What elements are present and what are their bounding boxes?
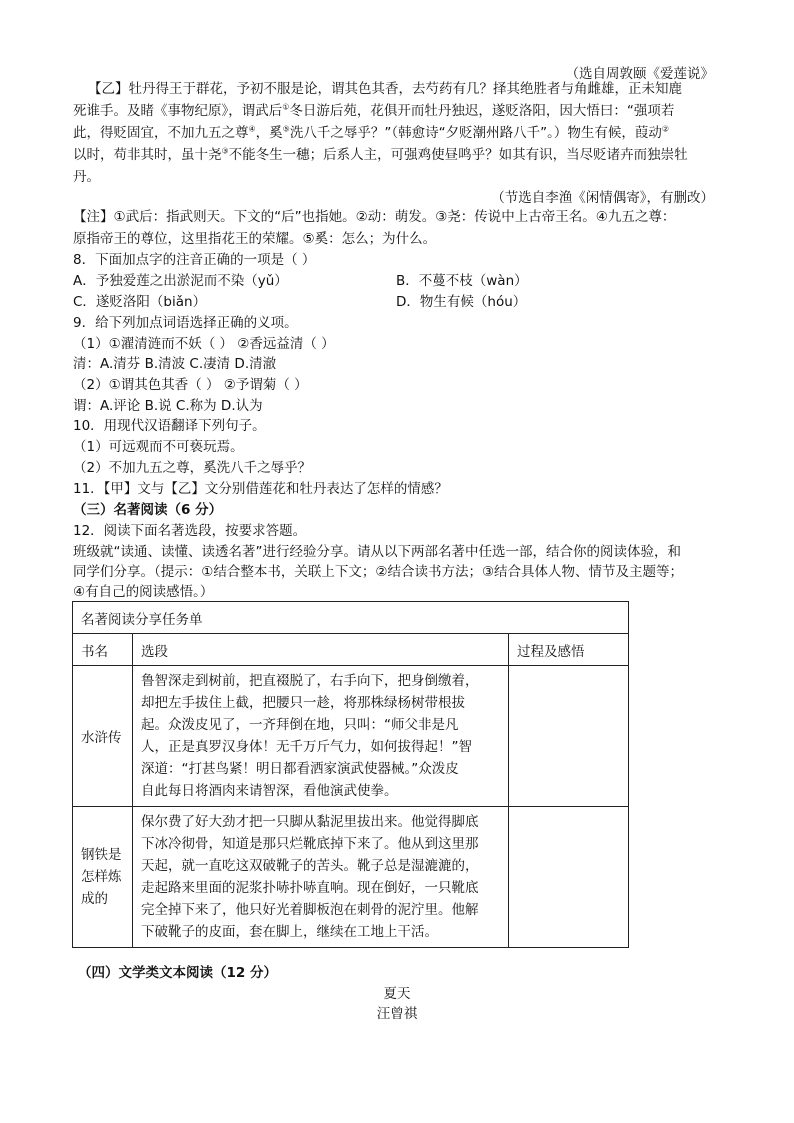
header-process: 过程及感悟 — [509, 634, 629, 666]
excerpt-line: 保尔费了好大劲才把一只脚从黏泥里拔出来。他觉得脚底 — [141, 814, 479, 830]
passage-yi-line-3: 此，得贬固宜，不加九五之尊④，奚⑤洗八千之辱乎？”（韩愈诗“夕贬潮州路八千”。）物生有候，葭动② — [73, 124, 669, 141]
process-cell-shuihu[interactable] — [509, 666, 629, 807]
passage-yi-line-5: 丹。 — [73, 169, 100, 185]
excerpt-line: 天起，就一直吃这双破靴子的苦头。靴子总是湿漉漉的， — [141, 858, 479, 874]
question-12: 12．阅读下面名著选段，按要求答题。 — [73, 523, 307, 539]
header-book: 书名 — [73, 634, 133, 666]
book-name-line: 成的 — [81, 891, 108, 907]
q9-part-2: （2）①谓其色其香（ ） ②予谓菊（ ） — [73, 377, 308, 393]
process-cell-gangtie[interactable] — [509, 807, 629, 948]
q8-option-d: D．物生有候（hóu） — [396, 294, 527, 310]
q9-part-1: （1）①濯清涟而不妖（ ） ②香远益清（ ） — [73, 336, 335, 352]
q12-desc-line-2: 同学们分享。（提示：①结合整本书，关联上下文；②结合读书方法；③结合具体人物、情节及主题等； — [73, 564, 684, 580]
excerpt-line: 起。众泼皮见了，一齐拜倒在地，只叫：“师父非是凡 — [141, 717, 459, 733]
question-9: 9．给下列加点词语选择正确的义项。 — [73, 315, 298, 331]
excerpt-line: 深道：“打甚鸟紧！明日都看洒家演武使器械。”众泼皮 — [141, 761, 459, 777]
q10-part-1: （1）可远观而不可亵玩焉。 — [73, 439, 244, 455]
section-3-heading: （三）名著阅读（6 分） — [73, 502, 223, 518]
excerpt-shuihu — [133, 666, 509, 807]
question-11: 11．【甲】文与【乙】文分别借莲花和牡丹表达了怎样的情感？ — [73, 481, 448, 497]
excerpt-line: 却把左手拔住上截，把腰只一趁，将那株绿杨树带根拔 — [141, 695, 465, 711]
q8-option-c: C．遂贬洛阳（biǎn） — [73, 294, 207, 310]
reading-task-table — [72, 601, 629, 948]
section-4-heading: （四）文学类文本阅读（12 分） — [78, 965, 277, 981]
book-name-shuihu — [73, 666, 133, 807]
table-title: 名著阅读分享任务单 — [73, 602, 629, 634]
excerpt-line: 自此每日将酒肉来请智深，看他演武使拳。 — [141, 783, 398, 799]
excerpt-line: 下冰冷彻骨，知道是那只烂靴底掉下来了。他从到这里那 — [141, 836, 479, 852]
book-name-line: 怎样炼 — [81, 869, 122, 885]
question-8: 8．下面加点字的注音正确的一项是（ ） — [73, 252, 316, 268]
article-title: 夏天 — [383, 986, 411, 1002]
notes-line-1: 【注】①武后：指武则天。下文的“后”也指她。②动：萌发。③尧：传说中上古帝王名。④九五之尊： — [73, 209, 676, 225]
passage-yi-line-1: 【乙】牡丹得王于群花，予初不服是论，谓其色其香，去芍药有几？择其绝胜者与角雌雄，正未知鹿 — [88, 81, 682, 97]
article-author: 汪曾祺 — [376, 1006, 418, 1022]
q12-desc-line-1: 班级就“读通、读懂、读透名著”进行经验分享。请从以下两部名著中任选一部，结合你的阅读体验，和 — [73, 544, 681, 560]
q10-part-2: （2）不加九五之尊，奚洗八千之辱乎？ — [73, 460, 312, 476]
q12-desc-line-3: ④有自己的阅读感悟。） — [73, 584, 214, 600]
excerpt-line: 走起路来里面的泥浆扑哧扑哧直响。现在倒好，一只靴底 — [141, 880, 479, 896]
book-name-line: 钢铁是 — [81, 847, 122, 863]
header-excerpt: 选段 — [133, 634, 509, 666]
question-10: 10．用现代汉语翻译下列句子。 — [73, 418, 266, 434]
passage-yi-line-2: 死谁手。及睹《事物纪原》，谓武后①冬日游后苑，花俱开而牡丹独迟，遂贬洛阳，因大悟曰：“强项若 — [73, 102, 675, 119]
source-citation-yi: （节选自李渔《闲情偶寄》，有删改） — [491, 190, 714, 206]
source-citation-jia: （选自周敦颐《爱莲说》 — [565, 66, 714, 82]
book-name-line: 水浒传 — [81, 730, 122, 746]
notes-line-2: 原指帝王的尊位，这里指花王的荣耀。⑤奚：怎么；为什么。 — [73, 231, 437, 247]
q9-part-2-options: 谓：A.评论 B.说 C.称为 D.认为 — [73, 398, 263, 414]
q9-part-1-options: 清：A.清芬 B.清波 C.凄清 D.清澈 — [73, 356, 277, 372]
excerpt-line: 鲁智深走到树前，把直裰脱了，右手向下，把身倒缴着， — [141, 673, 479, 689]
q8-option-b: B．不蔓不枝（wàn） — [396, 273, 528, 289]
q8-option-a: A．予独爱莲之出淤泥而不染（yǔ） — [73, 273, 288, 289]
excerpt-line: 人，正是真罗汉身体！无千万斤气力，如何拔得起！”智 — [141, 739, 472, 755]
passage-yi-line-4: 以时，苟非其时，虽十尧③不能冬生一穗；后系人主，可强鸡使昼鸣乎？如其有识，当尽贬诸卉而独崇牡 — [73, 146, 688, 163]
excerpt-line: 完全掉下来了，他只好光着脚板泡在刺骨的泥泞里。他解 — [141, 902, 479, 918]
excerpt-gangtie — [133, 807, 509, 948]
book-name-gangtie — [73, 807, 133, 948]
excerpt-line: 下破靴子的皮面，套在脚上，继续在工地上干活。 — [141, 924, 438, 940]
